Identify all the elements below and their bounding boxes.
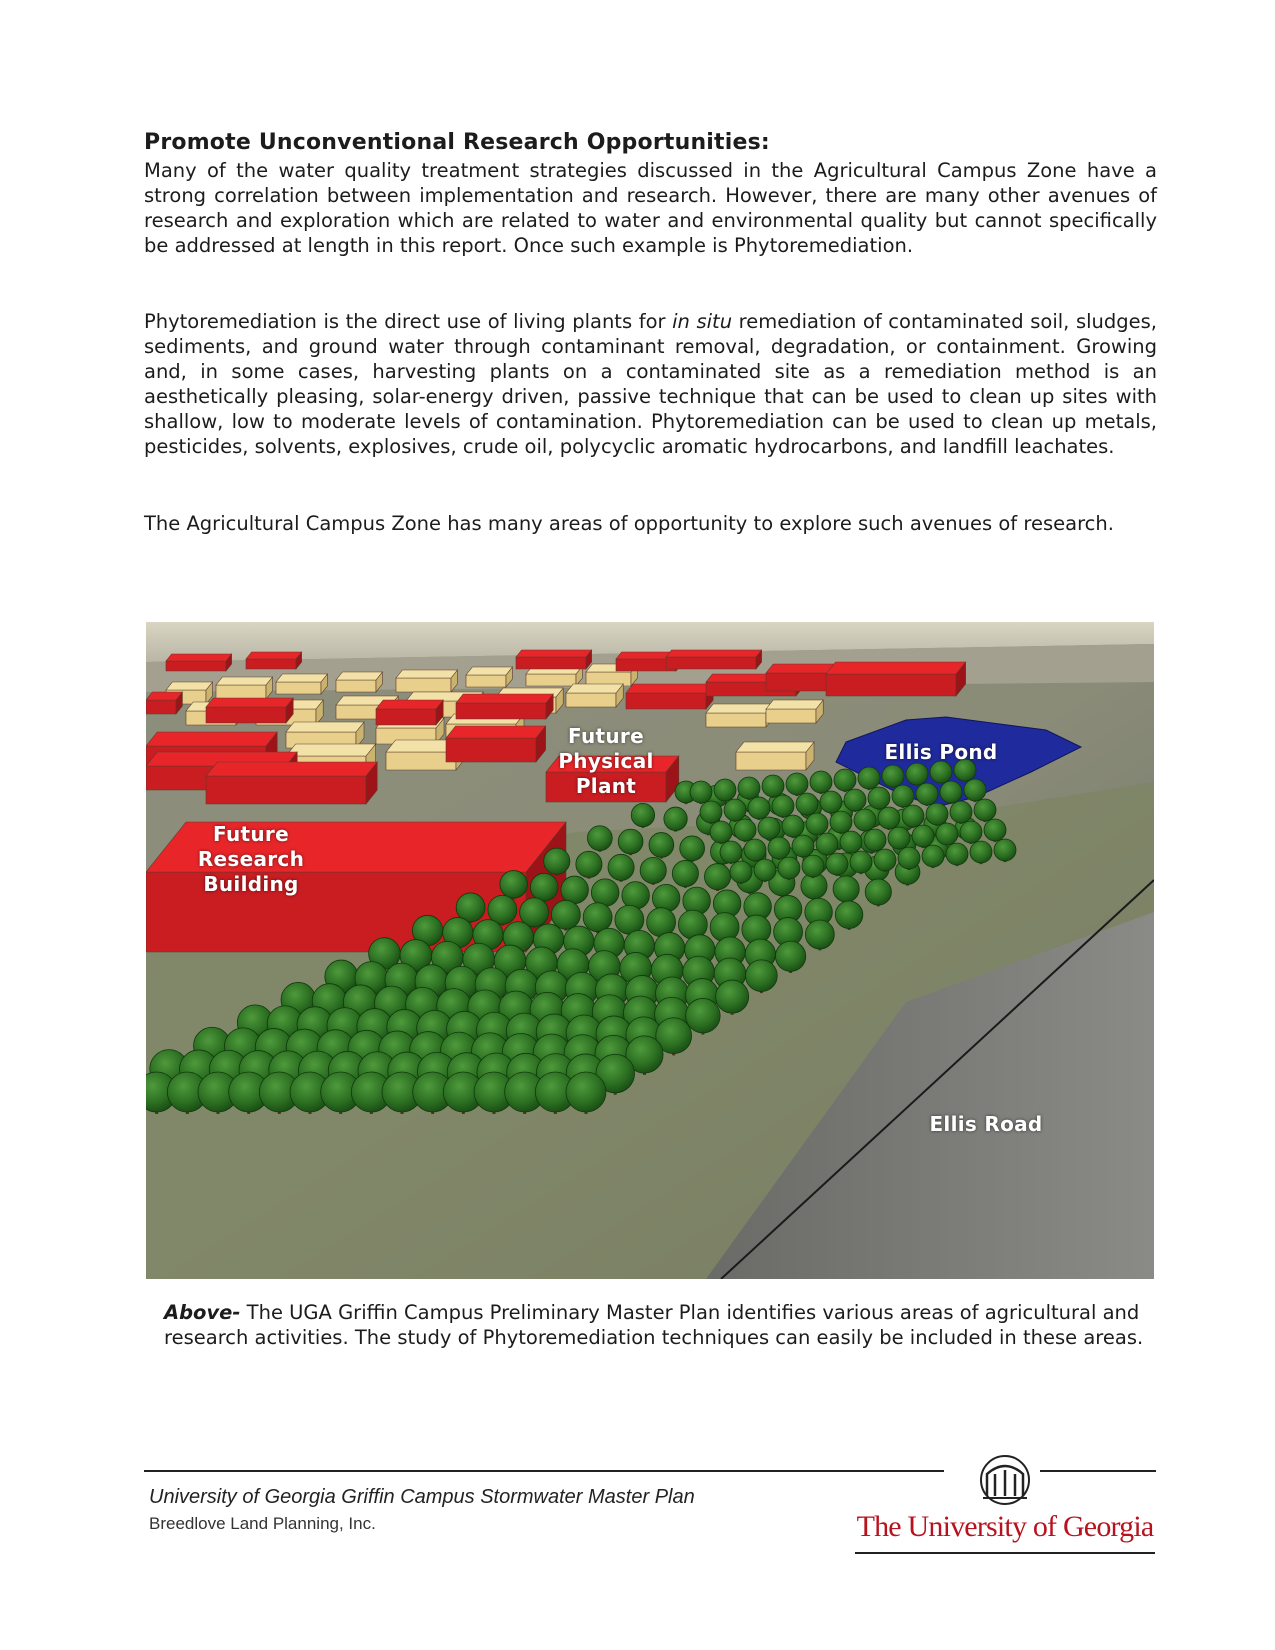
- caption-text: The UGA Griffin Campus Preliminary Master Plan identifies various areas of agricultural and research activities. The study of Phytoremediation techniques can easily be included in these areas.: [164, 1301, 1144, 1349]
- future-building: [666, 650, 762, 669]
- footer-document-title: University of Georgia Griffin Campus Stormwater Master Plan: [149, 1486, 695, 1508]
- label-future-physical-plant: Future Physical Plant: [558, 724, 654, 798]
- existing-building: [706, 704, 773, 727]
- future-building: [146, 692, 182, 714]
- existing-building: [216, 677, 272, 699]
- paragraph-opportunity: The Agricultural Campus Zone has many areas of opportunity to explore such avenues of research.: [144, 512, 1114, 535]
- caption-lead: Above-: [164, 1301, 241, 1324]
- existing-building: [336, 672, 382, 692]
- future-building: [206, 762, 377, 804]
- label-ellis-pond: Ellis Pond: [884, 740, 998, 764]
- section-heading: Promote Unconventional Research Opportunities:: [144, 130, 770, 155]
- footer-firm-name: Breedlove Land Planning, Inc.: [149, 1514, 376, 1533]
- existing-building: [766, 700, 823, 723]
- paragraph-phytoremediation-end: remediation of contaminated soil, sludges, sediments, and ground water through contaminant removal, degradation, or containment. Growing and, in some cases, harvesting plants on a contaminated site as a remediation method is an aesthetically pleasing, solar-energy driven, passive technique that can be used to clean up sites with shallow, low to moderate levels of contamination. Phytoremediation can be used to clean up metals, pesticides, solvents, explosives, crude oil, polycyclic aromatic hydrocarbons, and landfill leachates.: [144, 310, 1157, 458]
- future-building: [206, 698, 293, 723]
- future-building: [456, 694, 553, 719]
- uga-logo-wordmark: The University of Georgia: [856, 1510, 1154, 1543]
- existing-building: [276, 674, 327, 694]
- existing-building: [396, 670, 457, 692]
- future-building: [376, 700, 443, 725]
- figure-caption: [164, 1300, 1164, 1350]
- future-building: [246, 652, 302, 669]
- campus-aerial-scene: [146, 622, 1154, 1279]
- paragraph-phytoremediation: [144, 309, 1157, 459]
- existing-building: [566, 684, 623, 707]
- logo-underline: [855, 1552, 1155, 1554]
- future-building: [166, 654, 232, 671]
- future-building: [446, 726, 546, 762]
- label-future-research-building: Future Research Building: [197, 822, 305, 896]
- uga-logo: [855, 1452, 1155, 1562]
- footer-rule-left: [144, 1470, 944, 1472]
- existing-building: [466, 667, 512, 687]
- in-situ-term: in situ: [672, 310, 733, 333]
- future-building: [516, 650, 592, 669]
- existing-building: [736, 742, 814, 770]
- future-building: [826, 662, 966, 696]
- paragraph-phytoremediation-start: Phytoremediation is the direct use of living plants for: [144, 310, 673, 333]
- paragraph-intro: Many of the water quality treatment strategies discussed in the Agricultural Campus Zone have a strong correlation between implementation and research. However, there are many other avenues of research and exploration which are related to water and environmental quality but cannot specifically be addressed at length in this report. Once such example is Phytoremediation.: [144, 159, 1157, 257]
- arch-icon: [855, 1452, 1155, 1512]
- label-ellis-road: Ellis Road: [929, 1112, 1043, 1136]
- future-building: [626, 684, 713, 709]
- campus-master-plan-rendering: [146, 622, 1154, 1279]
